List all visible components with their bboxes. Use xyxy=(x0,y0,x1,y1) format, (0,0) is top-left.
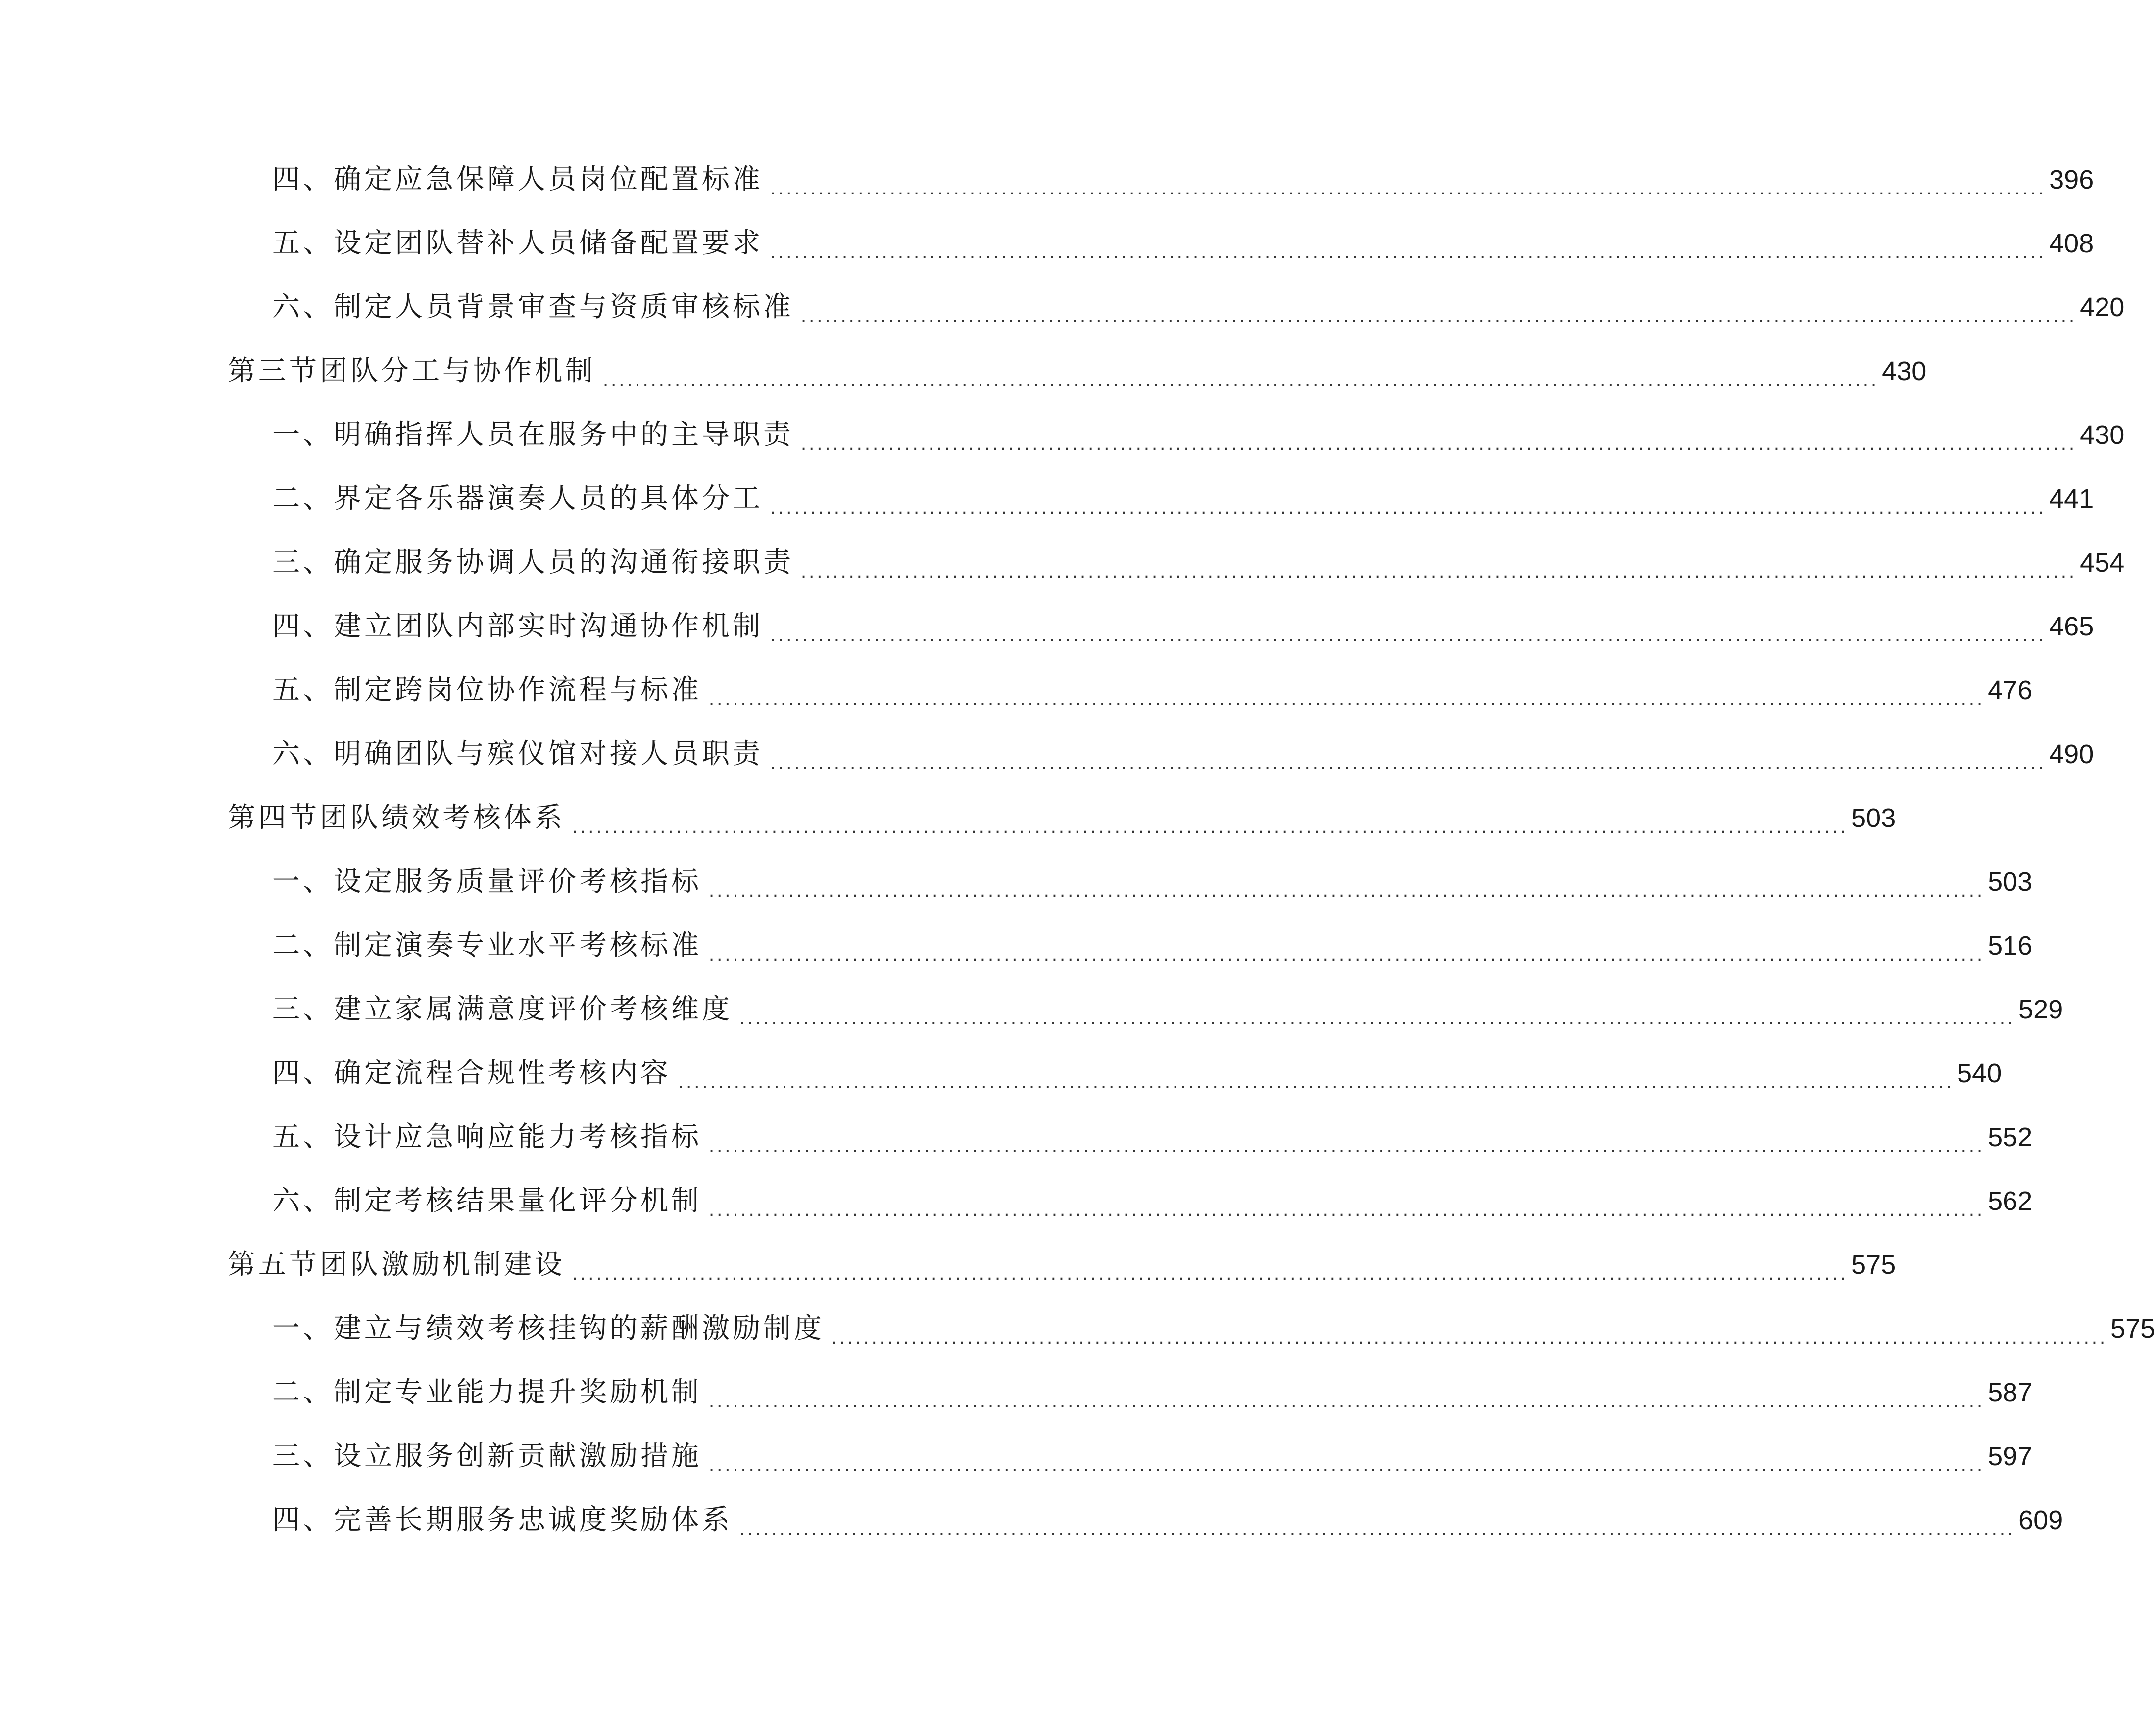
toc-entry[interactable] xyxy=(272,857,2033,907)
toc-entry-title: 五、设定团队替补人员储备配置要求 xyxy=(272,227,763,259)
toc-entry-title: 五、设计应急响应能力考核指标 xyxy=(272,1121,702,1153)
toc-dot-leader: ................................................................................................................................................................ xyxy=(709,1135,1985,1157)
toc-dot-leader: ................................................................................................................................................................ xyxy=(709,943,1985,965)
toc-page-number: 420 xyxy=(2080,292,2125,322)
toc-page-number: 562 xyxy=(1988,1186,2033,1216)
toc-entry[interactable] xyxy=(272,985,2063,1034)
toc-dot-leader: ................................................................................................................................................................ xyxy=(572,816,1849,837)
toc-dot-leader: ................................................................................................................................................................ xyxy=(770,752,2047,773)
toc-entry-title: 三、设立服务创新贡献激励措施 xyxy=(272,1440,702,1472)
toc-dot-leader: ................................................................................................................................................................ xyxy=(801,560,2077,582)
toc-page-number: 476 xyxy=(1988,675,2033,705)
toc-page-number: 529 xyxy=(2018,995,2063,1024)
toc-entry[interactable] xyxy=(272,1368,2033,1417)
toc-entry[interactable] xyxy=(272,1049,2002,1098)
toc-entry[interactable] xyxy=(272,538,2125,587)
toc-dot-leader: ................................................................................................................................................................ xyxy=(572,1262,1849,1284)
toc-dot-leader: ................................................................................................................................................................ xyxy=(770,496,2047,518)
toc-page-number: 490 xyxy=(2049,739,2094,769)
toc-dot-leader: ................................................................................................................................................................ xyxy=(832,1326,2108,1348)
toc-dot-leader: ................................................................................................................................................................ xyxy=(770,241,2047,263)
toc-entry[interactable] xyxy=(272,1304,2155,1353)
toc-page-number: 552 xyxy=(1988,1122,2033,1152)
toc-dot-leader: ................................................................................................................................................................ xyxy=(709,688,1985,710)
toc-entry[interactable] xyxy=(272,921,2033,970)
toc-entry-title: 二、制定演奏专业水平考核标准 xyxy=(272,929,702,962)
toc-section-entry[interactable] xyxy=(228,793,1896,843)
toc-entry-title: 四、建立团队内部实时沟通协作机制 xyxy=(272,610,763,642)
toc-entry-title: 四、确定应急保障人员岗位配置标准 xyxy=(272,163,763,195)
toc-entry-title: 一、设定服务质量评价考核指标 xyxy=(272,866,702,898)
toc-section-entry[interactable] xyxy=(228,346,1927,396)
toc-page-number: 597 xyxy=(1988,1442,2033,1471)
toc-section-entry[interactable] xyxy=(228,1240,1896,1290)
toc-dot-leader: ................................................................................................................................................................ xyxy=(709,879,1985,901)
toc-page-number: 575 xyxy=(1851,1250,1896,1280)
toc-page-number: 465 xyxy=(2049,612,2094,641)
toc-entry-title: 六、制定考核结果量化评分机制 xyxy=(272,1185,702,1217)
toc-dot-leader: ................................................................................................................................................................ xyxy=(678,1071,1955,1093)
toc-dot-leader: ................................................................................................................................................................ xyxy=(770,624,2047,646)
toc-page-number: 430 xyxy=(1882,356,1927,386)
toc-dot-leader: ................................................................................................................................................................ xyxy=(709,1390,1985,1412)
toc-dot-leader: ................................................................................................................................................................ xyxy=(709,1454,1985,1476)
toc-entry[interactable] xyxy=(272,1112,2033,1162)
toc-entry-title: 三、建立家属满意度评价考核维度 xyxy=(272,993,733,1025)
toc-entry-title: 二、界定各乐器演奏人员的具体分工 xyxy=(272,482,763,515)
toc-entry[interactable] xyxy=(272,602,2094,651)
toc-dot-leader: ................................................................................................................................................................ xyxy=(709,1199,1985,1220)
toc-page-number: 430 xyxy=(2080,420,2125,450)
toc-page-number: 540 xyxy=(1957,1059,2002,1088)
toc-entry[interactable] xyxy=(272,410,2125,460)
toc-entry-title: 一、建立与绩效考核挂钩的薪酬激励制度 xyxy=(272,1312,825,1345)
toc-entry-title: 五、制定跨岗位协作流程与标准 xyxy=(272,674,702,706)
toc-page-number: 408 xyxy=(2049,229,2094,258)
toc-page-number: 609 xyxy=(2018,1505,2063,1535)
toc-page-number: 503 xyxy=(1988,867,2033,897)
toc-entry[interactable] xyxy=(272,474,2094,524)
toc-entry-title: 第五节团队激励机制建设 xyxy=(228,1249,565,1281)
toc-entry-title: 四、完善长期服务忠诚度奖励体系 xyxy=(272,1504,733,1536)
toc-entry-title: 二、制定专业能力提升奖励机制 xyxy=(272,1376,702,1408)
toc-entry[interactable] xyxy=(272,155,2094,204)
toc-page-number: 587 xyxy=(1988,1378,2033,1407)
toc-dot-leader: ................................................................................................................................................................ xyxy=(603,369,1879,390)
toc-entry[interactable] xyxy=(272,729,2094,779)
toc-entry-title: 四、确定流程合规性考核内容 xyxy=(272,1057,671,1089)
toc-page-number: 441 xyxy=(2049,484,2094,514)
toc-dot-leader: ................................................................................................................................................................ xyxy=(801,433,2077,454)
toc-page-number: 396 xyxy=(2049,165,2094,194)
toc-dot-leader: ................................................................................................................................................................ xyxy=(739,1518,2016,1540)
toc-entry[interactable] xyxy=(272,1176,2033,1226)
toc-page-number: 503 xyxy=(1851,803,1896,833)
toc-dot-leader: ................................................................................................................................................................ xyxy=(770,177,2047,199)
toc-entry-title: 第三节团队分工与协作机制 xyxy=(228,355,596,387)
toc-page-number: 516 xyxy=(1988,931,2033,961)
toc-page-number: 454 xyxy=(2080,548,2125,578)
toc-entry-title: 三、确定服务协调人员的沟通衔接职责 xyxy=(272,546,794,579)
toc-entry[interactable] xyxy=(272,666,2033,715)
toc-entry[interactable] xyxy=(272,219,2094,268)
toc-entry-title: 第四节团队绩效考核体系 xyxy=(228,802,565,834)
toc-entry[interactable] xyxy=(272,283,2125,332)
toc-entry-title: 六、制定人员背景审查与资质审核标准 xyxy=(272,291,794,323)
toc-dot-leader: ................................................................................................................................................................ xyxy=(739,1007,2016,1029)
toc-entry[interactable] xyxy=(272,1495,2063,1545)
toc-page-number: 575 xyxy=(2110,1314,2155,1344)
toc-entry[interactable] xyxy=(272,1432,2033,1481)
toc-dot-leader: ................................................................................................................................................................ xyxy=(801,305,2077,327)
toc-entry-title: 六、明确团队与殡仪馆对接人员职责 xyxy=(272,738,763,770)
toc-entry-title: 一、明确指挥人员在服务中的主导职责 xyxy=(272,419,794,451)
